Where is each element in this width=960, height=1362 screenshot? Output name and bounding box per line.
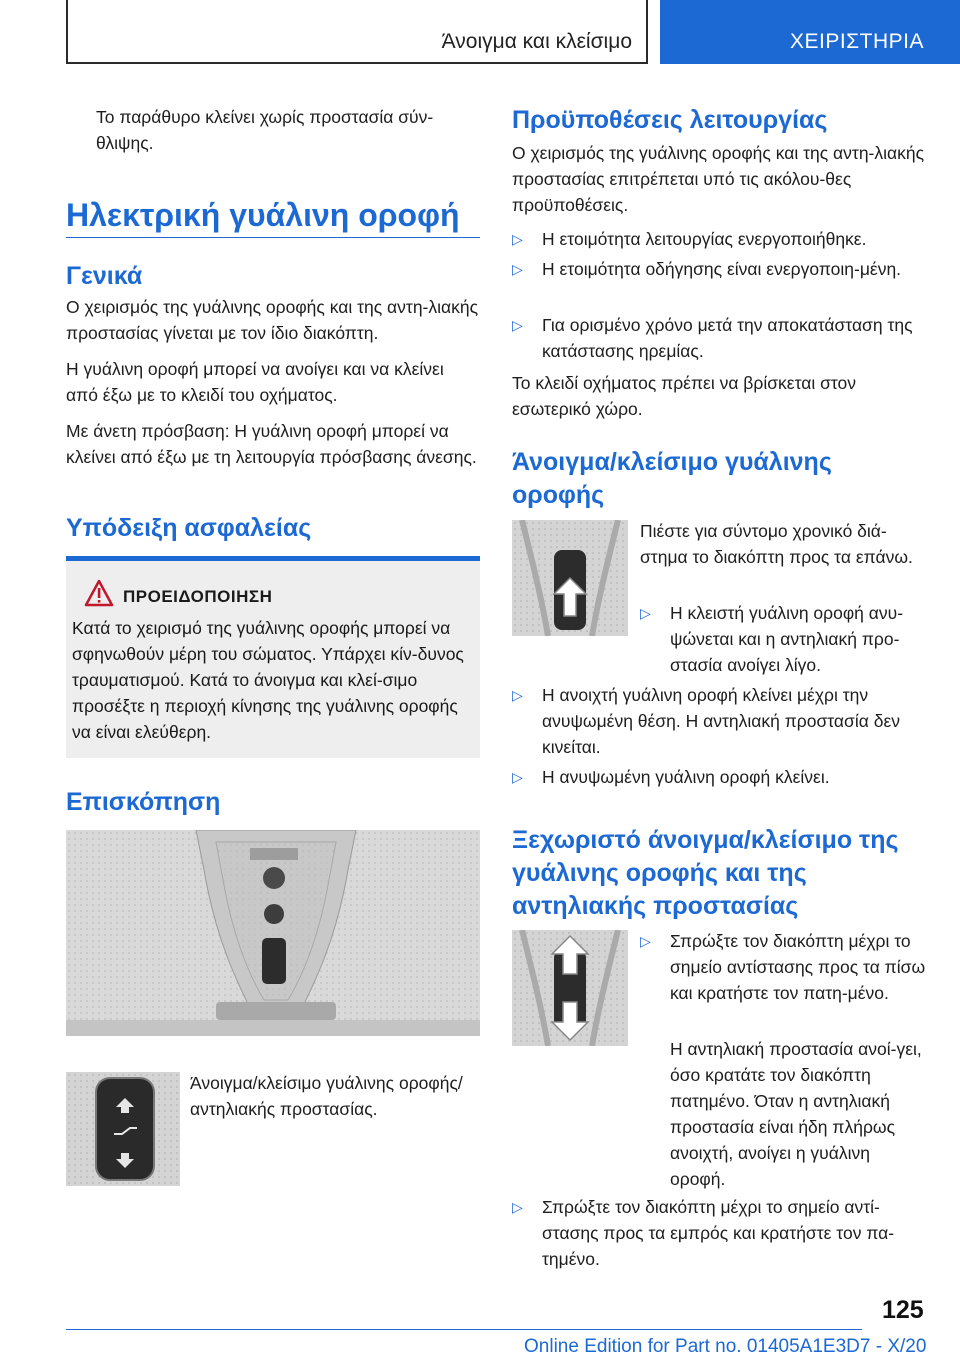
open-close-item-3 <box>512 764 930 790</box>
prerequisite-item-2 <box>512 256 930 308</box>
triangle-bullet-icon: ▷ <box>512 261 523 277</box>
prerequisite-item-text: Η ετοιμότητα οδήγησης είναι ενεργοποιη-μένη. <box>542 259 902 279</box>
image-caption: Άνοιγμα/κλείσιμο γυάλινης οροφής/αντηλιακής προστασίας. <box>190 1073 463 1119</box>
warning-box <box>66 556 480 758</box>
triangle-bullet-icon: ▷ <box>512 317 523 333</box>
prerequisites-paragraph-2: Το κλειδί οχήματος πρέπει να βρίσκεται στον εσωτερικό χώρο. <box>512 373 857 419</box>
prerequisite-item-3 <box>512 312 930 364</box>
open-close-item-2 <box>512 682 930 760</box>
overhead-console-image <box>66 830 480 1036</box>
triangle-bullet-icon: ▷ <box>512 687 523 703</box>
general-heading: Γενικά <box>66 262 143 290</box>
safety-heading: Υπόδειξη ασφαλείας <box>66 514 312 542</box>
separate-item-text: Σπρώξτε τον διακόπτη μέχρι το σημείο αντίστασης προς τα πίσω και κρατήστε τον πατη-μένο. <box>670 931 926 1003</box>
open-close-item-1 <box>640 600 930 678</box>
general-paragraph-2: Η γυάλινη οροφή μπορεί να ανοίγει και να κλείνει από έξω με το κλειδί του οχήματος. <box>66 359 444 405</box>
overhead-console-illustration <box>66 830 480 1036</box>
footer-rule <box>66 1329 862 1330</box>
warning-text: Κατά το χειρισμό της γυάλινης οροφής μπορεί να σφηνωθούν μέρη του σώματος. Υπάρχει κίν-δυνος τραυματισμού. Κατά το άνοιγμα και κλεί-σιμο προσέξτε η περιοχή κίνησης της γυάλινης οροφής να είναι ελεύθερη. <box>72 618 464 742</box>
prerequisite-item-1 <box>512 226 930 252</box>
warning-triangle-icon <box>84 579 114 607</box>
prerequisites-paragraph: Ο χειρισμός της γυάλινης οροφής και της αντη-λιακής προστασίας επιτρέπεται υπό τις ακόλου-θες προϋποθέσεις. <box>512 143 925 215</box>
switch-updown-image <box>512 930 628 1046</box>
intro-text: Το παράθυρο κλείνει χωρίς προστασία σύν-θλιψης. <box>96 107 434 153</box>
separate-item-2 <box>512 1194 930 1272</box>
triangle-bullet-icon: ▷ <box>640 933 651 949</box>
title-rule <box>66 237 480 238</box>
header-section-title: Άνοιγμα και κλείσιμο <box>441 30 632 53</box>
general-paragraph-1: Ο χειρισμός της γυάλινης οροφής και της αντη-λιακής προστασίας γίνεται με τον ίδιο διακόπτη. <box>66 297 479 343</box>
overview-heading: Επισκόπηση <box>66 788 221 816</box>
separate-item-1 <box>640 928 930 1032</box>
prerequisite-item-text: Για ορισμένο χρόνο μετά την αποκατάσταση της κατάστασης ηρεμίας. <box>542 315 913 361</box>
header-chapter-title: ΧΕΙΡΙΣΤΗΡΙΑ <box>789 30 924 53</box>
open-close-paragraph: Πιέστε για σύντομο χρονικό διά-στημα το διακόπτη προς τα επάνω. <box>640 521 913 567</box>
roof-switch-illustration <box>66 1072 180 1186</box>
switch-updown-illustration <box>512 930 628 1046</box>
switch-up-illustration <box>512 520 628 636</box>
header-section-box <box>66 0 648 64</box>
triangle-bullet-icon: ▷ <box>512 769 523 785</box>
separate-item-text: Σπρώξτε τον διακόπτη μέχρι το σημείο αντί-στασης προς τα εμπρός και κρατήστε τον πα-τημένο. <box>542 1197 895 1269</box>
triangle-bullet-icon: ▷ <box>512 1199 523 1215</box>
prerequisite-item-text: Η ετοιμότητα λειτουργίας ενεργοποιήθηκε. <box>542 229 867 249</box>
general-paragraph-3: Με άνετη πρόσβαση: Η γυάλινη οροφή μπορεί να κλείνει από έξω με τη λειτουργία πρόσβασης άνεσης. <box>66 421 477 467</box>
prerequisites-heading: Προϋποθέσεις λειτουργίας <box>512 106 828 134</box>
roof-switch-image <box>66 1072 180 1186</box>
open-close-item-text: Η κλειστή γυάλινη οροφή ανυ-ψώνεται και η αντηλιακή προ-στασία ανοίγει λίγο. <box>670 603 904 675</box>
separate-item-1-detail: Η αντηλιακή προστασία ανοί-γει, όσο κρατάτε τον διακόπτη πατημένο. Όταν η αντηλιακή προστασία είναι ήδη πλήρως ανοιχτή, ανοίγει η γυάλινη οροφή. <box>670 1039 922 1189</box>
footer-edition-link[interactable]: Online Edition for Part no. 01405A1E3D7 - X/20 <box>524 1336 927 1357</box>
open-close-item-text: Η ανυψωμένη γυάλινη οροφή κλείνει. <box>542 767 830 787</box>
warning-title: ΠΡΟΕΙΔΟΠΟΙΗΣΗ <box>123 587 273 606</box>
header-chapter-tab[interactable] <box>660 0 960 64</box>
open-close-heading: Άνοιγμα/κλείσιμο γυάλινης οροφής <box>512 448 832 509</box>
separate-heading: Ξεχωριστό άνοιγμα/κλείσιμο της γυάλινης οροφής και της αντηλιακής προστασίας <box>512 826 899 920</box>
page-number: 125 <box>882 1296 924 1324</box>
page-title: Ηλεκτρική γυάλινη οροφή <box>66 197 460 233</box>
triangle-bullet-icon: ▷ <box>640 605 651 621</box>
open-close-item-text: Η ανοιχτή γυάλινη οροφή κλείνει μέχρι την ανυψωμένη θέση. Η αντηλιακή προστασία δεν κινείται. <box>542 685 901 757</box>
triangle-bullet-icon: ▷ <box>512 231 523 247</box>
switch-up-image <box>512 520 628 636</box>
